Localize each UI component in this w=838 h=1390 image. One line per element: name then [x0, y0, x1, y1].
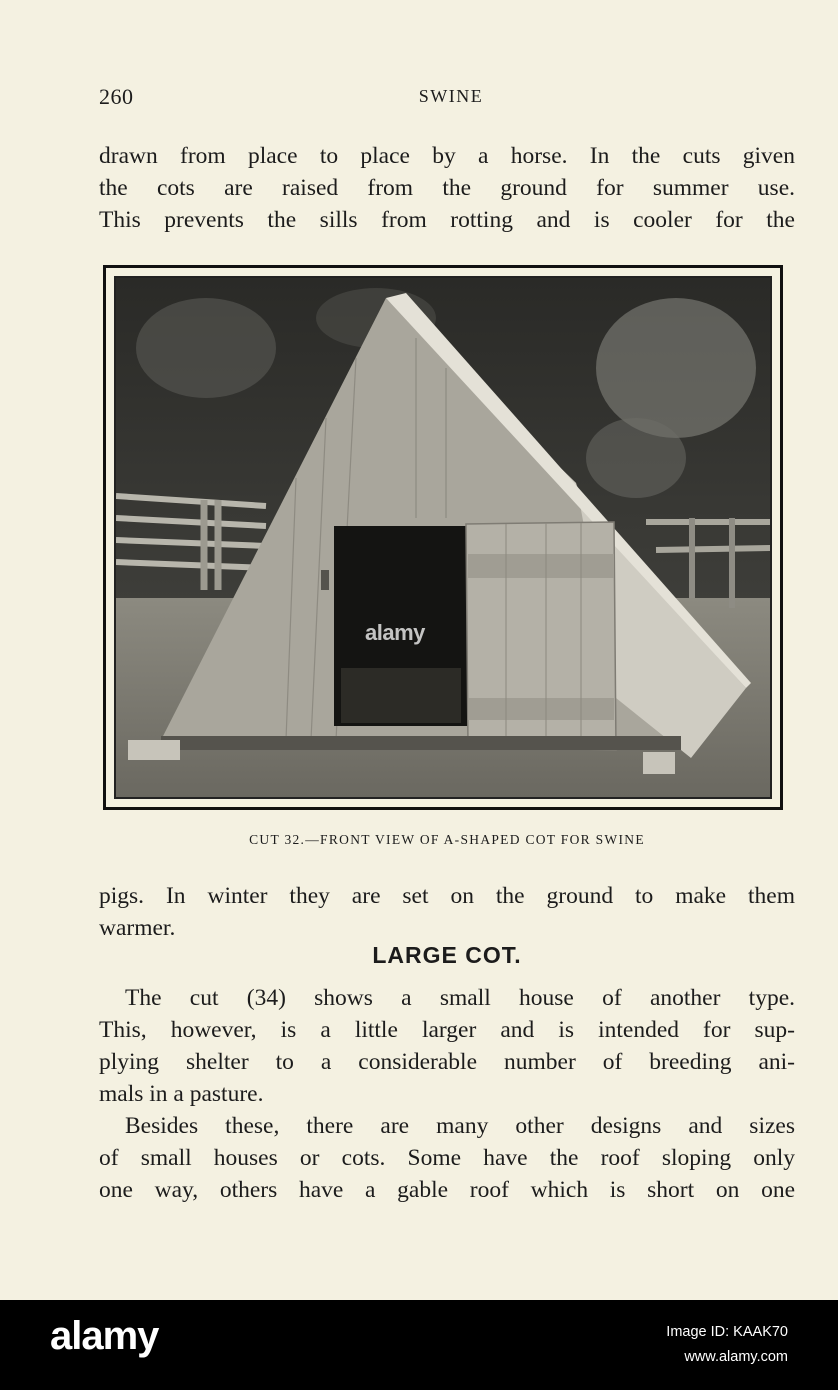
photo-a-shaped-cot	[114, 276, 772, 799]
paragraph-top-line-2: the cots are raised from the ground for summer use.	[99, 175, 795, 201]
paragraph-large-cot-line-4: mals in a pasture.	[99, 1081, 264, 1107]
image-info	[666, 1320, 788, 1370]
alamy-logo[interactable]: alamy	[50, 1314, 159, 1358]
figure-caption: CUT 32.—FRONT VIEW OF A-SHAPED COT FOR SWINE	[249, 832, 645, 847]
running-head: SWINE	[418, 86, 484, 106]
image-id-label: Image ID: KAAK70	[666, 1324, 788, 1340]
paragraph-after-line-1: pigs. In winter they are set on the ground to make them	[99, 883, 795, 909]
paragraph-large-cot-line-3: plying shelter to a considerable number of breeding ani-	[99, 1049, 795, 1075]
page-number: 260	[99, 84, 134, 109]
photo-watermark: alamy	[365, 620, 425, 645]
figure-photo	[103, 265, 783, 810]
paragraph-besides-line-2: of small houses or cots. Some have the roof sloping only	[99, 1145, 795, 1171]
photo-illustration	[116, 278, 772, 799]
paragraph-after-line-2: warmer.	[99, 915, 176, 941]
paragraph-besides-line-1: Besides these, there are many other designs and sizes	[125, 1113, 795, 1139]
paragraph-large-cot-line-1: The cut (34) shows a small house of another type.	[125, 985, 795, 1011]
section-heading: LARGE COT.	[372, 942, 522, 968]
paragraph-besides-line-3: one way, others have a gable roof which is short on one	[99, 1177, 795, 1203]
paragraph-top-line-3: This prevents the sills from rotting and is cooler for the	[99, 207, 795, 233]
paragraph-large-cot-line-2: This, however, is a little larger and is intended for sup-	[99, 1017, 795, 1043]
stock-footer-bar	[0, 1300, 838, 1390]
paragraph-top-line-1: drawn from place to place by a horse. In the cuts given	[99, 143, 795, 169]
page-header	[99, 84, 795, 114]
site-url[interactable]: www.alamy.com	[684, 1349, 788, 1365]
